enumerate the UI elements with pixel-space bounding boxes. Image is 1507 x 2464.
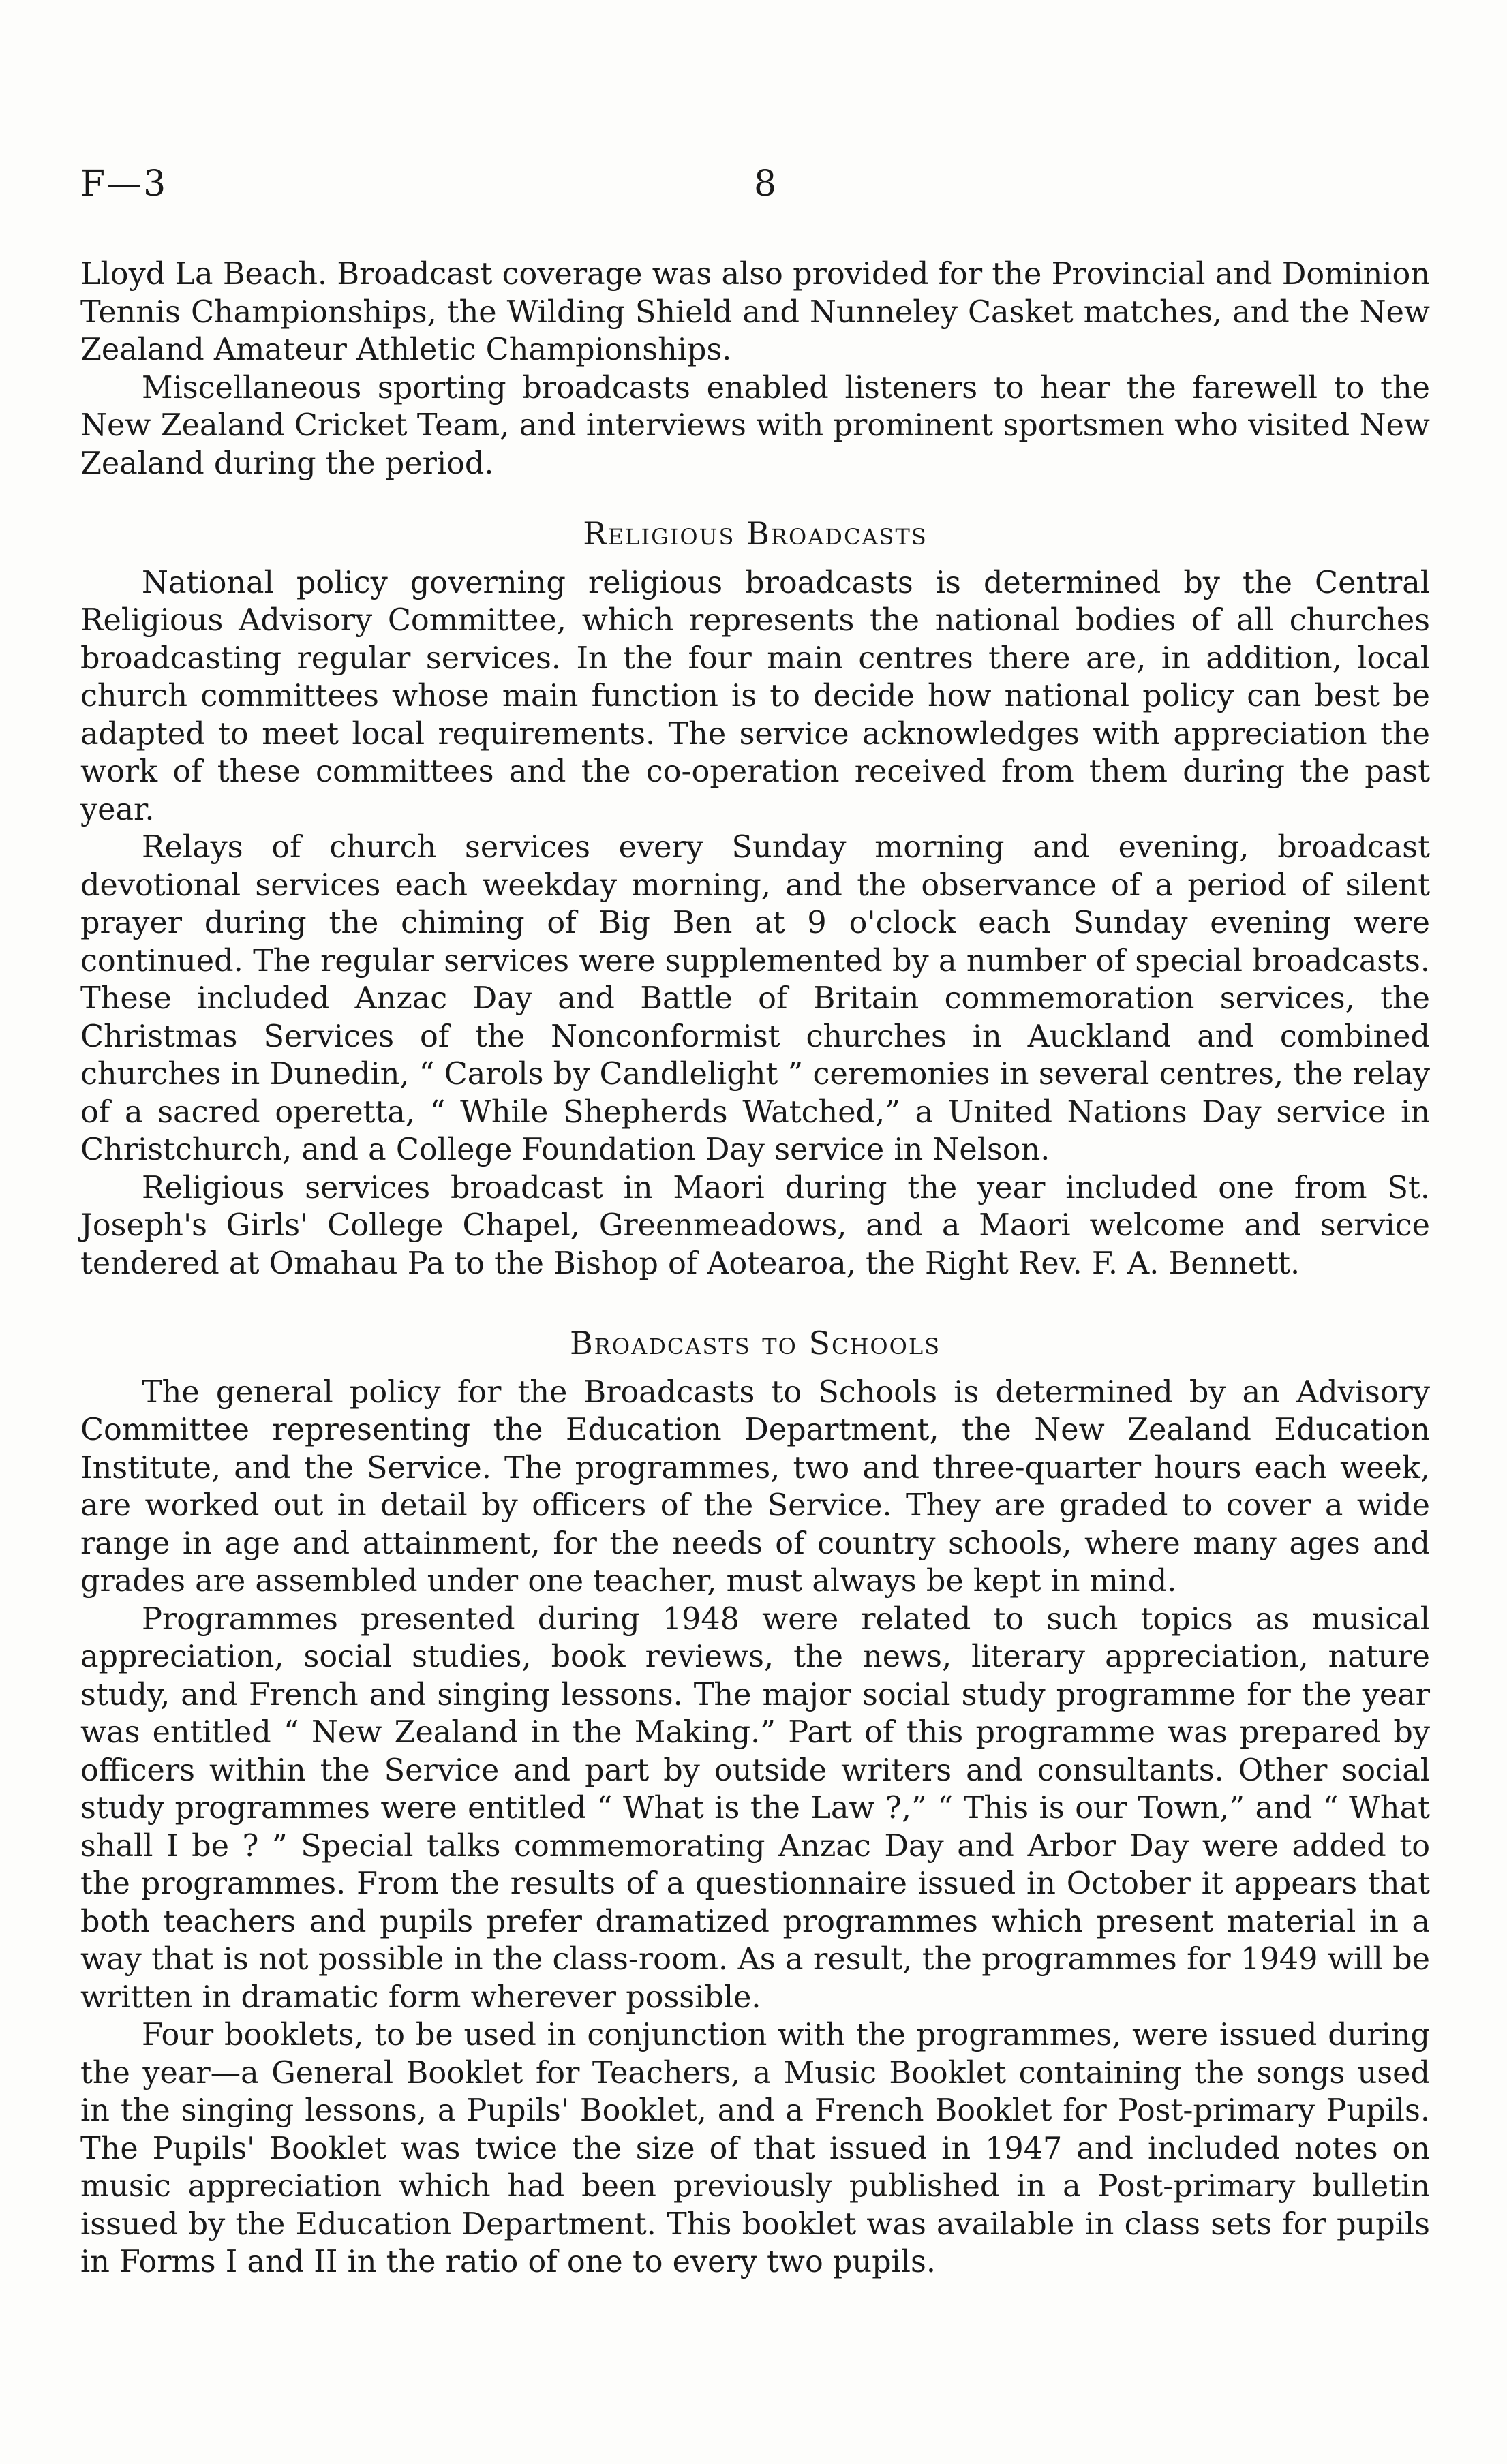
paragraph-schools-programmes: Programmes presented during 1948 were related to such topics as musical appreciation, social studies, book reviews, the news, literary appreciation, nature study, and French and singing lessons. The major social study programme for the year was entitled “ New Zealand in the Making.” Part of this programme was prepared by officers within the Service and part by outside writers and consultants. Other social study programmes were entitled “ What is the Law ?,” “ This is our Town,” and “ What shall I be ? ” Special talks commemorating Anzac Day and Arbor Day were added to the programmes. From the results of a questionnaire issued in October it appears that both teachers and pupils prefer dramatized programmes which present material in a way that is not possible in the class-room. As a result, the programmes for 1949 will be written in dramatic form wherever possible. <box>80 1601 1430 2015</box>
report-reference: F—3 <box>80 164 168 204</box>
paragraph-sports-continued: Lloyd La Beach. Broadcast coverage was also provided for the Provincial and Dominion Tennis Championships, the Wilding Shield and Nunneley Casket matches, and the New Zealand Amateur Athletic Championships. <box>80 257 1430 367</box>
section-heading-religious: Religious Broadcasts <box>583 515 928 552</box>
body-text <box>80 256 1430 2281</box>
paragraph-church-relays: Relays of church services every Sunday morning and evening, broadcast devotional services each weekday morning, and the observance of a period of silent prayer during the chiming of Big Ben at 9 o'clock each Sunday evening were continued. The regular services were supplemented by a number of special broadcasts. These included Anzac Day and Battle of Britain commemoration services, the Christmas Services of the Nonconformist churches in Auckland and combined churches in Dunedin, “ Carols by Candlelight ” ceremonies in several centres, the relay of a sacred operetta, “ While Shepherds Watched,” a United Nations Day service in Christchurch, and a College Foundation Day service in Nelson. <box>80 830 1430 1167</box>
section-heading-schools: Broadcasts to Schools <box>569 1325 941 1361</box>
paragraph-religious-policy: National policy governing religious broadcasts is determined by the Central Religious Advisory Committee, which represents the national bodies of all churches broadcasting regular services. In the four main centres there are, in addition, local church committees whose main function is to decide how national policy can best be adapted to meet local requirements. The service acknowledges with appreciation the work of these committees and the co-operation received from them during the past year. <box>80 565 1430 827</box>
paragraph-maori-services: Religious services broadcast in Maori during the year included one from St. Joseph's Girls' College Chapel, Greenmeadows, and a Maori welcome and service tendered at Omahau Pa to the Bishop of Aotearoa, the Right Rev. F. A. Bennett. <box>80 1170 1430 1281</box>
paragraph-sporting-broadcasts: Miscellaneous sporting broadcasts enabled listeners to hear the farewell to the New Zealand Cricket Team, and interviews with prominent sportsmen who visited New Zealand during the period. <box>80 370 1430 481</box>
running-header <box>80 164 1427 211</box>
paragraph-schools-policy: The general policy for the Broadcasts to Schools is determined by an Advisory Committee representing the Education Department, the New Zealand Education Institute, and the Service. The programmes, two and three-quarter hours each week, are worked out in detail by officers of the Service. They are graded to cover a wide range in age and attainment, for the needs of country schools, where many ages and grades are assembled under one teacher, must always be kept in mind. <box>80 1374 1430 1599</box>
paragraph-schools-booklets: Four booklets, to be used in conjunction with the programmes, were issued during the year—a General Booklet for Teachers, a Music Booklet containing the songs used in the singing lessons, a Pupils' Booklet, and a French Booklet for Post-primary Pupils. The Pupils' Booklet was twice the size of that issued in 1947 and included notes on music appreciation which had been previously published in a Post-primary bulletin issued by the Education Department. This booklet was available in class sets for pupils in Forms I and II in the ratio of one to every two pupils. <box>80 2018 1430 2279</box>
page-number: 8 <box>754 164 777 204</box>
